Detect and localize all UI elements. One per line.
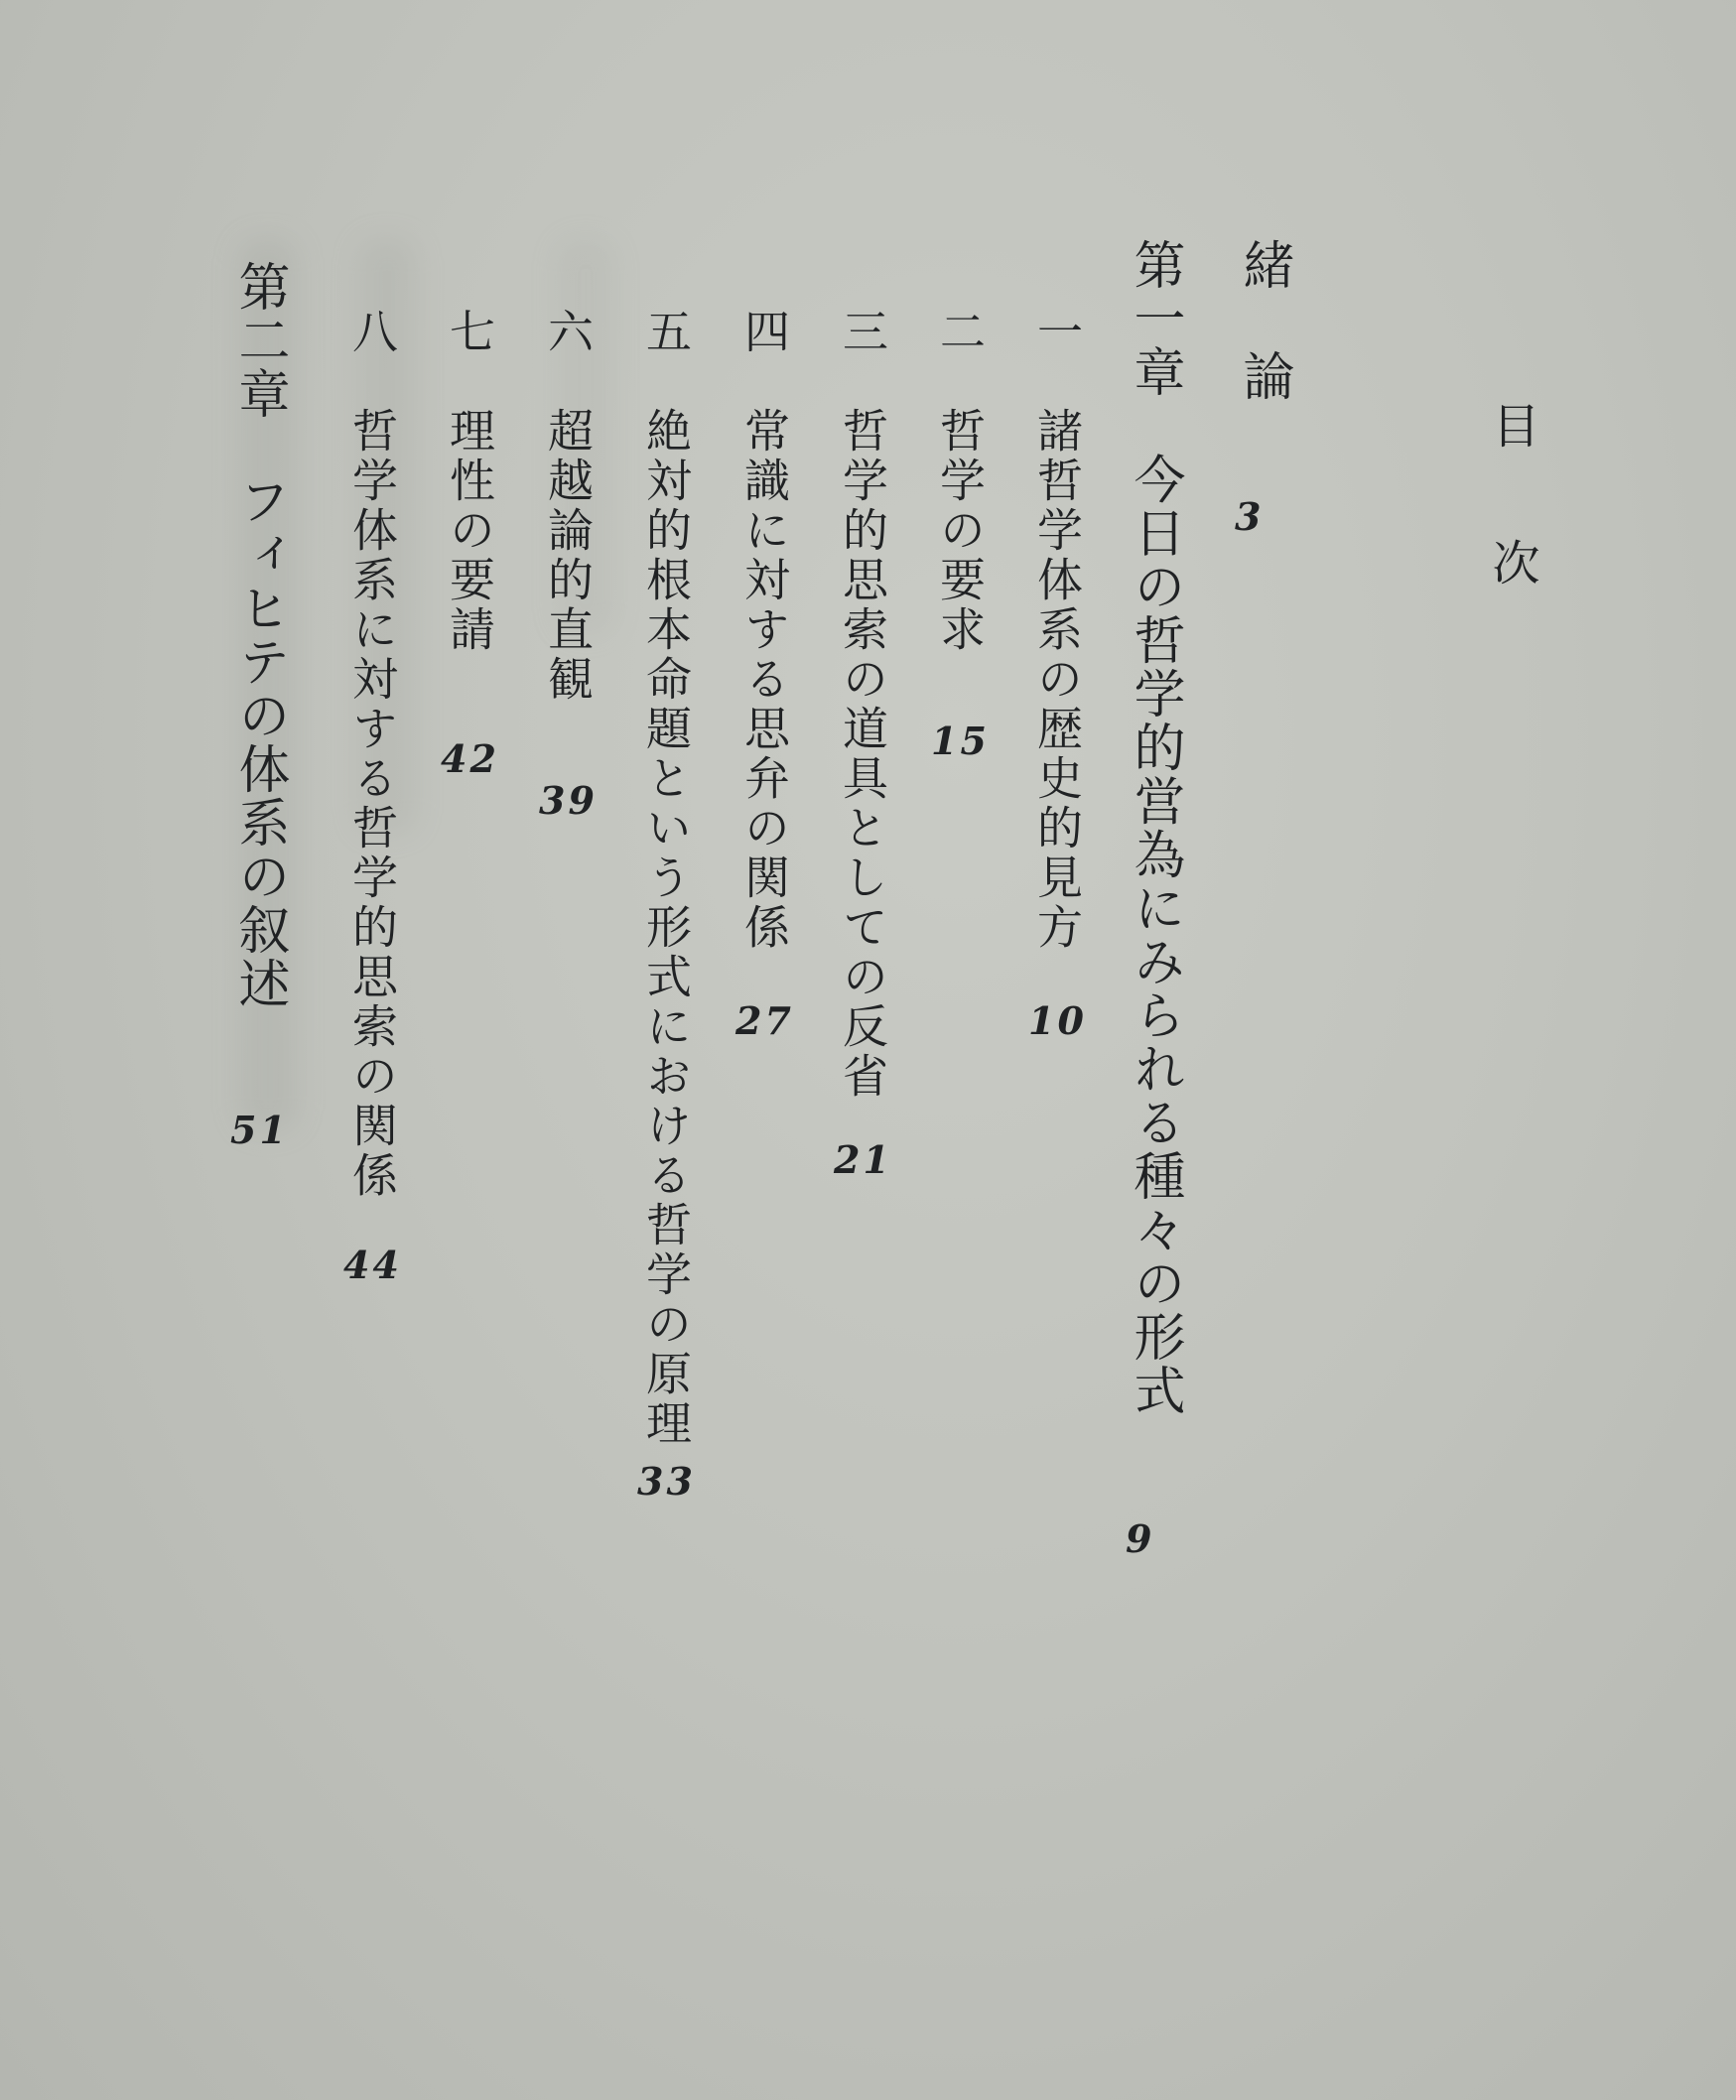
toc-entry-label: 五 絶対的根本命題という形式における哲学の原理 xyxy=(639,308,693,1449)
toc-entry-label: 一 諸哲学体系の歴史的見方 xyxy=(1030,308,1084,953)
toc-entry-label: 四 常識に対する思弁の関係 xyxy=(737,308,791,953)
toc-entry-label: 三 哲学的思索の道具としての反省 xyxy=(836,308,889,1102)
toc-entry-page: 15 xyxy=(931,719,990,763)
toc-entry-label: 第二章 フィヒテの体系の叙述 xyxy=(229,260,289,1010)
toc-entry-page: 9 xyxy=(1126,1516,1155,1561)
toc-entry-page: 39 xyxy=(539,778,598,823)
toc-entry-page: 27 xyxy=(735,998,794,1043)
toc-entry-label: 八 哲学体系に対する哲学的思索の関係 xyxy=(345,308,399,1201)
toc-entry-page: 10 xyxy=(1028,998,1087,1043)
toc-entry-page: 33 xyxy=(637,1459,696,1504)
toc-entry-label: 二 哲学の要求 xyxy=(933,308,987,655)
toc-entry-label: 第一章 今日の哲学的営為にみられる種々の形式 xyxy=(1125,238,1184,1417)
toc-entry-label: 六 超越論的直観 xyxy=(541,308,595,705)
toc-title: 目次 xyxy=(1484,401,1539,675)
toc-entry-label: 緒 論 xyxy=(1234,238,1293,405)
toc-entry-page: 42 xyxy=(441,736,499,781)
toc-entry-page: 3 xyxy=(1235,494,1265,539)
toc-entry-label: 七 理性の要請 xyxy=(443,308,496,655)
toc-entry-page: 21 xyxy=(834,1137,892,1182)
toc-entry-page: 51 xyxy=(230,1108,289,1152)
toc-entry-page: 44 xyxy=(343,1243,402,1287)
